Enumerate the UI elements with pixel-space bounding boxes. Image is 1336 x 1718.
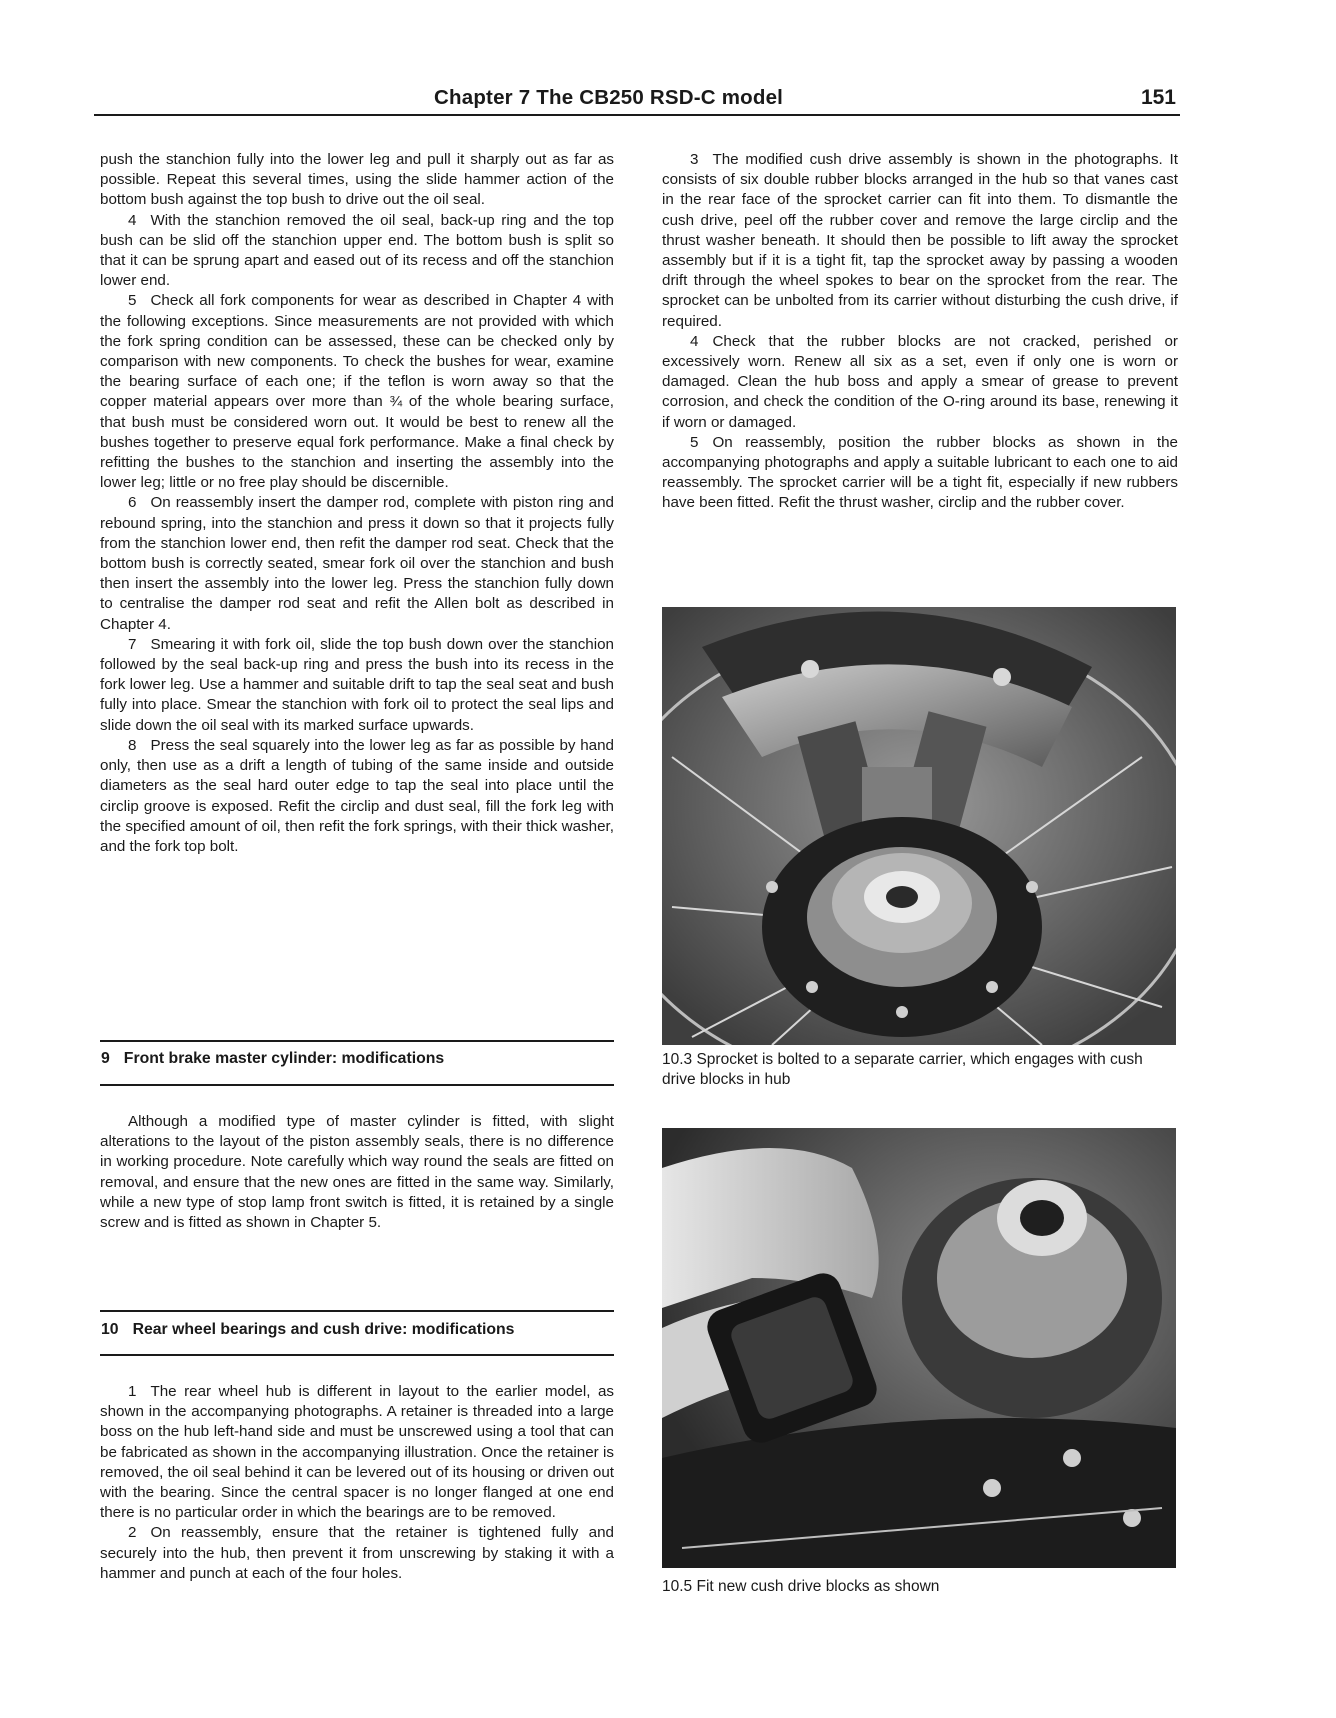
paragraph [100, 291, 614, 493]
photo-caption: 10.3 Sprocket is bolted to a separate carrier, which engages with cush drive blocks in hub [662, 1051, 1143, 1088]
paragraph-text: On reassembly, ensure that the retainer is tightened fully and securely into the hub, then prevent it from unscrewing by staking it with a hammer and punch at each of the four holes. [100, 1524, 614, 1582]
section-number: 9 [101, 1050, 110, 1067]
section-number: 10 [101, 1321, 119, 1338]
paragraph-number: 4 [128, 211, 137, 229]
paragraph [662, 150, 1178, 332]
paragraph-text: Check that the rubber blocks are not cracked, perished or excessively worn. Renew all six as a set, even if only one is worn or damaged. Clean the hub boss and apply a smear of grease to prevent corrosion, and check the condition of the O-ring around its base, renewing it if worn or damaged. [662, 332, 1178, 431]
paragraph [662, 332, 1178, 433]
photo-cush-drive-blocks [662, 1128, 1176, 1568]
section-9-body [100, 1112, 614, 1233]
page-number: 151 [1140, 86, 1176, 109]
left-column-text [100, 150, 614, 857]
section-9-heading [100, 1040, 614, 1086]
paragraph-text: The modified cush drive assembly is shown in the photographs. It consists of six double rubber blocks arranged in the hub so that vanes cast in the rear face of the sprocket carrier can fit into them. To dismantle the cush drive, peel off the rubber cover and remove the large circlip and the thrust washer beneath. It should then be possible to lift away the sprocket assembly but if it is a tight fit, tap the sprocket away by passing a wooden drift through the wheel spokes to bear on the sprocket from the rear. The sprocket can be unbolted from its carrier without disturbing the cush drive, if required. [662, 151, 1178, 330]
photo-caption: 10.5 Fit new cush drive blocks as shown [662, 1578, 940, 1595]
page-header [94, 82, 1180, 116]
paragraph-number: 2 [128, 1524, 137, 1542]
right-column-text [662, 150, 1178, 514]
section-title: Rear wheel bearings and cush drive: modifications [132, 1321, 515, 1338]
section-10-heading [100, 1310, 614, 1356]
paragraph-text: Press the seal squarely into the lower leg as far as possible by hand only, then use as a drift a length of tubing of the same inside and outside diameters as the seal hard outer edge to tap the seal into place until the circlip groove is exposed. Refit the circlip and dust seal, fill the fork leg with the specified amount of oil, then refit the fork springs, with their thick washer, and the fork top bolt. [100, 736, 614, 855]
photo-sprocket-carrier [662, 607, 1176, 1045]
paragraph [100, 1382, 614, 1523]
paragraph [100, 211, 614, 292]
paragraph [100, 635, 614, 736]
paragraph [100, 736, 614, 857]
paragraph-number: 5 [128, 292, 137, 310]
paragraph-number: 3 [690, 151, 699, 168]
paragraph-text: On reassembly, position the rubber blocks as shown in the accompanying photographs and apply a suitable lubricant to each one to aid reassembly. The sprocket carrier will be a tight fit, especially if new rubbers have been fitted. Refit the thrust washer, circlip and the rubber cover. [662, 433, 1178, 512]
section-title: Front brake master cylinder: modifications [123, 1050, 445, 1067]
paragraph-text: Smearing it with fork oil, slide the top bush down over the stanchion followed by the seal back-up ring and press the bush into its recess in the fork lower leg. Use a hammer and suitable drift to tap the seal seat and bush fully into place. Smear the stanchion with fork oil to protect the seal lips and slide down the oil seal with its marked surface upwards. [100, 635, 614, 734]
paragraph-text: Check all fork components for wear as described in Chapter 4 with the following exceptions. Since measurements are not provided with which the fork spring condition can be assessed, these can be checked only by comparison with new components. To check the bushes for wear, examine the bearing surface of each one; if the teflon is worn away so that the copper material appears over more than ¾ of the whole bearing surface, that bush must be considered worn out. It would be best to renew all the bushes together to preserve equal fork performance. Make a final check by refitting the bushes to the stanchion and inserting the assembly into the lower leg; little or no free play should be discernible. [100, 292, 614, 492]
paragraph [100, 493, 614, 634]
paragraph-text: push the stanchion fully into the lower leg and pull it sharply out as far as possible. Repeat this several times, using the slide hammer action of the bottom bush against the top bush to drive out the oil seal. [100, 151, 614, 209]
paragraph-text: Although a modified type of master cylinder is fitted, with slight alterations to the layout of the piston assembly seals, there is no difference in working procedure. Note carefully which way round the seals are fitted on removal, and ensure that the new ones are fitted in the same way. Similarly, while a new type of stop lamp front switch is fitted, it is retained by a single screw and is fitted as shown in Chapter 5. [100, 1113, 614, 1232]
paragraph-text: On reassembly insert the damper rod, complete with piston ring and rebound spring, into the stanchion and press it down so that it projects fully from the stanchion lower end, then refit the damper rod seat. Check that the bottom bush is correctly seated, smear fork oil over the stanchion and bush then insert the assembly into the lower leg. Press the stanchion fully down to centralise the damper rod seat and refit the Allen bolt as described in Chapter 4. [100, 494, 614, 633]
paragraph-number: 1 [128, 1383, 137, 1400]
paragraph-number: 7 [128, 635, 137, 653]
paragraph-number: 4 [690, 332, 699, 350]
paragraph-text: The rear wheel hub is different in layout to the earlier model, as shown in the accompanying photographs. A retainer is threaded into a large boss on the hub left-hand side and must be unscrewed using a tool that can be fabricated as shown in the accompanying illustration. Once the retainer is removed, the oil seal behind it can be levered out of its housing or driven out with the bearing. Since the central spacer is no longer flanged at one end there is no particular order in which the bearings are to be removed. [100, 1383, 614, 1522]
paragraph-number: 8 [128, 736, 137, 754]
paragraph [662, 433, 1178, 514]
chapter-title: Chapter 7 The CB250 RSD-C model [434, 86, 784, 109]
paragraph-number: 6 [128, 494, 137, 512]
paragraph [100, 1112, 614, 1233]
paragraph-text: With the stanchion removed the oil seal, back-up ring and the top bush can be slid off the stanchion upper end. The bottom bush is split so that it can be sprung apart and eased out of its recess and off the stanchion lower end. [100, 211, 614, 290]
section-10-body [100, 1382, 614, 1584]
paragraph-number: 5 [690, 433, 699, 451]
paragraph [100, 1523, 614, 1584]
paragraph [100, 150, 614, 211]
